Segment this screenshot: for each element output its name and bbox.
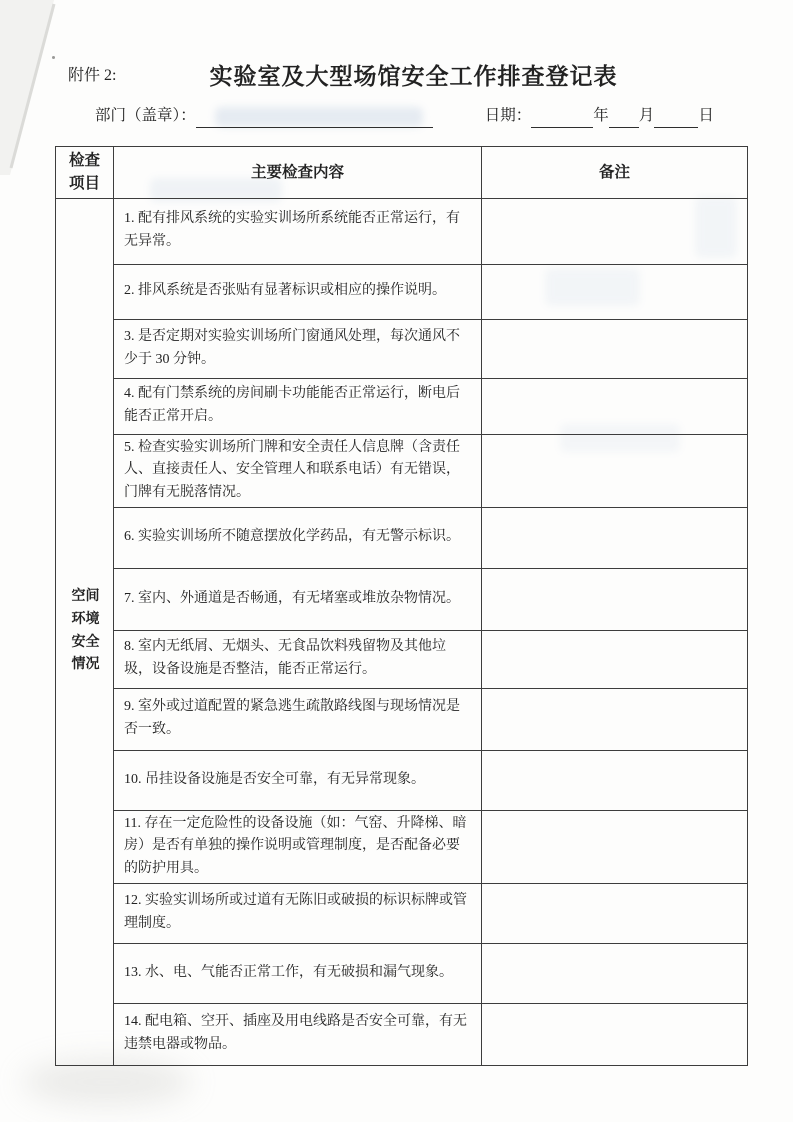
table-row (56, 378, 748, 434)
column-header-content: 主要检查内容 (114, 147, 482, 199)
table-row (56, 264, 748, 319)
remark-cell (482, 319, 748, 378)
page-title: 实验室及大型场馆安全工作排查登记表 (209, 64, 618, 89)
month-blank-field (609, 105, 639, 128)
column-header-remarks: 备注 (482, 147, 748, 199)
remark-cell (482, 378, 748, 434)
category-line: 空间 (71, 589, 100, 605)
year-suffix-label: 年 (593, 107, 609, 124)
content-cell: 11. 存在一定危险性的设备设施（如：气窑、升降梯、暗房）是否有单独的操作说明或管理制度，是否配备必要的防护用具。 (114, 810, 482, 883)
column-header-category-line1: 检查 (68, 152, 100, 169)
content-cell: 7. 室内、外通道是否畅通，有无堵塞或堆放杂物情况。 (114, 568, 482, 630)
remark-cell (482, 1003, 748, 1065)
remark-cell (482, 630, 748, 688)
remark-cell (482, 883, 748, 943)
remark-cell (482, 434, 748, 507)
attachment-label: 附件 2: (68, 67, 117, 84)
remark-cell (482, 507, 748, 568)
content-cell: 4. 配有门禁系统的房间刷卡功能能否正常运行，断电后能否正常开启。 (114, 378, 482, 434)
department-label: 部门（盖章）： (95, 107, 196, 124)
remark-cell (482, 198, 748, 264)
table-row (56, 883, 748, 943)
content-cell: 14. 配电箱、空开、插座及用电线路是否安全可靠，有无违禁电器或物品。 (114, 1003, 482, 1065)
table-row (56, 198, 748, 264)
month-suffix-label: 月 (638, 107, 655, 124)
content-cell: 3. 是否定期对实验实训场所门窗通风处理，每次通风不少于 30 分钟。 (114, 319, 482, 378)
category-line: 环境 (71, 611, 100, 627)
table-row (56, 319, 748, 378)
table-row (56, 943, 748, 1003)
content-cell: 8. 室内无纸屑、无烟头、无食品饮料残留物及其他垃圾，设备设施是否整洁，能否正常运行。 (114, 630, 482, 688)
remark-cell (482, 568, 748, 630)
table-row (56, 630, 748, 688)
category-cell (56, 198, 114, 1065)
remark-cell (482, 943, 748, 1003)
department-blank-field (196, 105, 433, 128)
remark-cell (482, 810, 748, 883)
table-row (56, 750, 748, 810)
year-blank-field (531, 105, 593, 128)
table-row (56, 434, 748, 507)
remark-cell (482, 750, 748, 810)
table-row (56, 810, 748, 883)
content-cell: 6. 实验实训场所不随意摆放化学药品，有无警示标识。 (114, 507, 482, 568)
table-row (56, 1003, 748, 1065)
day-suffix-label: 日 (698, 107, 714, 124)
day-blank-field (654, 105, 698, 128)
content-cell: 13. 水、电、气能否正常工作，有无破损和漏气现象。 (114, 943, 482, 1003)
column-header-category-line2: 项目 (68, 175, 100, 193)
table-row (56, 688, 748, 750)
content-cell: 2. 排风系统是否张贴有显著标识或相应的操作说明。 (114, 264, 482, 319)
inspection-table (55, 146, 748, 1066)
content-cell: 1. 配有排风系统的实验实训场所系统能否正常运行，有无异常。 (114, 198, 482, 264)
remark-cell (482, 688, 748, 750)
content-cell: 5. 检查实验实训场所门牌和安全责任人信息牌（含责任人、直接责任人、安全管理人和联系电话）有无错误，门牌有无脱落情况。 (114, 434, 482, 507)
category-line: 安全 (71, 634, 100, 650)
date-label: 日期： (484, 107, 532, 124)
column-header-category (56, 147, 114, 199)
category-line: 情况 (71, 657, 100, 673)
remark-cell (482, 264, 748, 319)
table-header-row (56, 147, 748, 199)
content-cell: 12. 实验实训场所或过道有无陈旧或破损的标识标牌或管理制度。 (114, 883, 482, 943)
content-cell: 10. 吊挂设备设施是否安全可靠，有无异常现象。 (114, 750, 482, 810)
content-cell: 9. 室外或过道配置的紧急逃生疏散路线图与现场情况是否一致。 (114, 688, 482, 750)
table-row (56, 568, 748, 630)
department-date-line (95, 104, 735, 128)
table-row (56, 507, 748, 568)
